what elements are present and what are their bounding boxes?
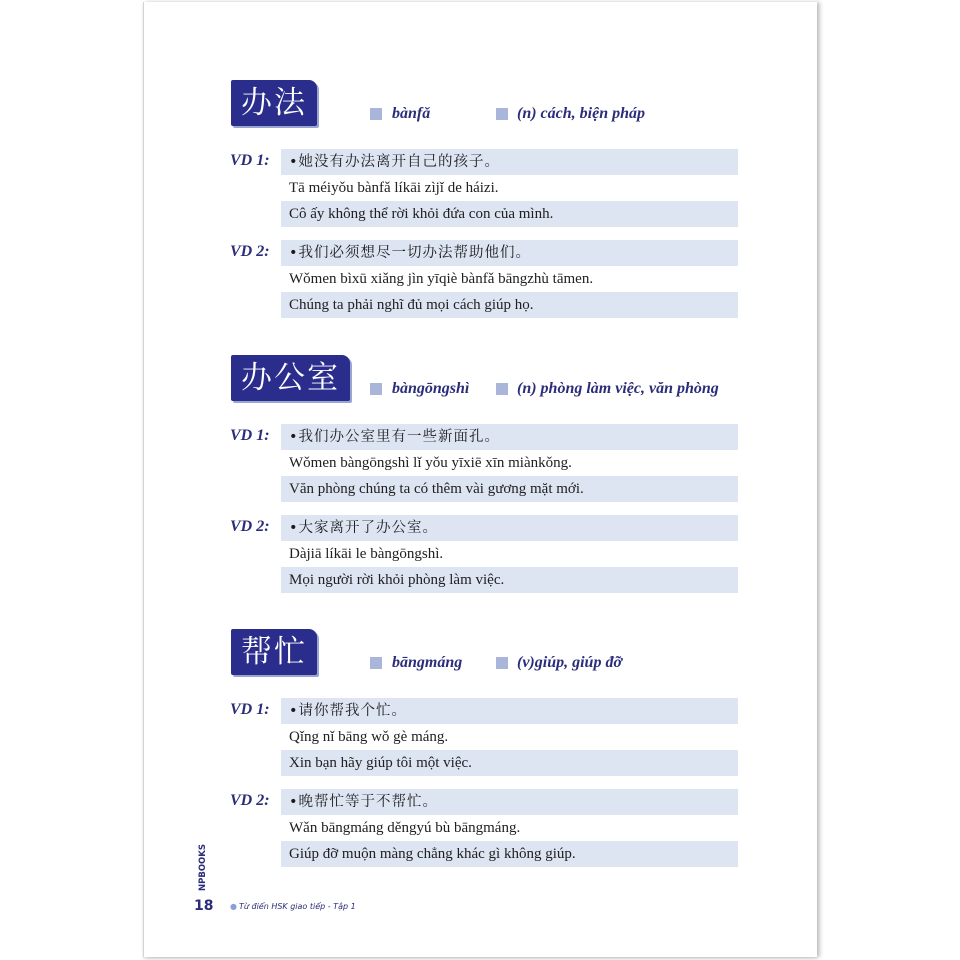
example-chinese: •我们必须想尽一切办法帮助他们。 bbox=[281, 240, 738, 266]
page-number: 18 bbox=[194, 898, 214, 914]
book-title bbox=[230, 902, 356, 911]
example-label: VD 2: bbox=[230, 792, 270, 809]
example-vietnamese: Chúng ta phải nghĩ đủ mọi cách giúp họ. bbox=[281, 292, 738, 318]
npbooks-logo-icon bbox=[194, 837, 208, 891]
example-vietnamese: Xin bạn hãy giúp tôi một việc. bbox=[281, 750, 738, 776]
entry-pinyin: bànfǎ bbox=[392, 105, 431, 122]
example-pinyin: Wǒmen bàngōngshì lǐ yǒu yīxiē xīn miànkǒng. bbox=[289, 455, 572, 471]
entry-banfa bbox=[144, 80, 817, 320]
example-vietnamese: Cô ấy không thể rời khỏi đứa con của mình. bbox=[281, 201, 738, 227]
entry-pinyin: bàngōngshì bbox=[392, 380, 470, 397]
meaning-bullet-icon bbox=[496, 657, 508, 669]
example-chinese: •晚帮忙等于不帮忙。 bbox=[281, 789, 738, 815]
dictionary-page bbox=[143, 2, 817, 957]
entry-word: 办公室 bbox=[231, 355, 350, 401]
pinyin-bullet-icon bbox=[370, 108, 382, 120]
entry-bangongshi bbox=[144, 355, 817, 595]
entry-pinyin: bāngmáng bbox=[392, 654, 463, 671]
example-pinyin: Dàjiā líkāi le bàngōngshì. bbox=[289, 546, 444, 562]
example-label: VD 1: bbox=[230, 427, 270, 444]
example-pinyin: Wǒmen bìxū xiǎng jìn yīqiè bànfǎ bāngzhù tāmen. bbox=[289, 271, 594, 287]
example-pinyin: Tā méiyǒu bànfǎ líkāi zìjǐ de háizi. bbox=[289, 180, 499, 196]
example-pinyin: Qǐng nǐ bāng wǒ gè máng. bbox=[289, 729, 449, 745]
example-label: VD 2: bbox=[230, 243, 270, 260]
entry-word: 办法 bbox=[231, 80, 317, 126]
example-chinese: •我们办公室里有一些新面孔。 bbox=[281, 424, 738, 450]
pinyin-bullet-icon bbox=[370, 383, 382, 395]
entry-bangmang bbox=[144, 629, 817, 869]
entry-meaning: (n) phòng làm việc, văn phòng bbox=[517, 380, 719, 397]
book-title-text: Từ điển HSK giao tiếp - Tập 1 bbox=[238, 902, 356, 911]
pinyin-bullet-icon bbox=[370, 657, 382, 669]
example-label: VD 1: bbox=[230, 152, 270, 169]
example-chinese: •大家离开了办公室。 bbox=[281, 515, 738, 541]
footer-bullet-icon: ● bbox=[230, 902, 237, 911]
meaning-bullet-icon bbox=[496, 108, 508, 120]
entry-meaning: (v)giúp, giúp đỡ bbox=[517, 654, 623, 671]
example-vietnamese: Văn phòng chúng ta có thêm vài gương mặt mới. bbox=[281, 476, 738, 502]
entry-meaning: (n) cách, biện pháp bbox=[517, 105, 645, 122]
example-pinyin: Wǎn bāngmáng děngyú bù bāngmáng. bbox=[289, 820, 521, 836]
example-chinese: •她没有办法离开自己的孩子。 bbox=[281, 149, 738, 175]
example-vietnamese: Mọi người rời khỏi phòng làm việc. bbox=[281, 567, 738, 593]
meaning-bullet-icon bbox=[496, 383, 508, 395]
example-chinese: •请你帮我个忙。 bbox=[281, 698, 738, 724]
example-label: VD 2: bbox=[230, 518, 270, 535]
entry-word: 帮忙 bbox=[231, 629, 317, 675]
npbooks-logo-text: NPBOOKS bbox=[198, 844, 208, 891]
example-vietnamese: Giúp đỡ muộn màng chẳng khác gì không giúp. bbox=[281, 841, 738, 867]
example-label: VD 1: bbox=[230, 701, 270, 718]
